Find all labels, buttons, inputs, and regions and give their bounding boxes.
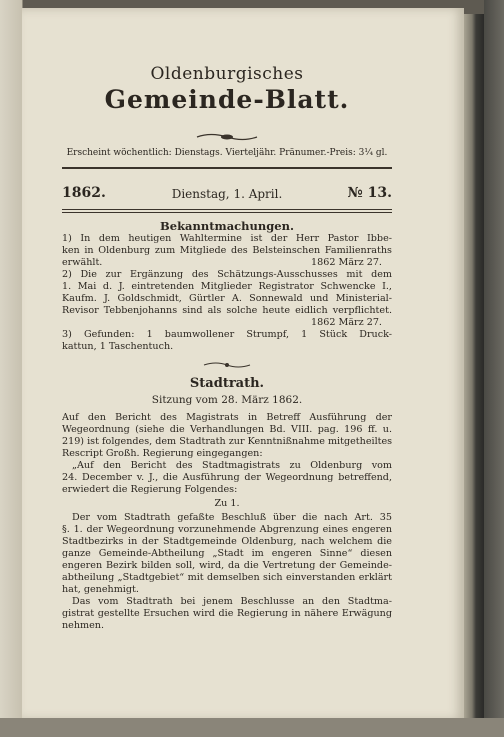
- masthead-line1: Oldenburgisches: [150, 64, 304, 84]
- subsection-label: Zu 1.: [214, 498, 240, 509]
- text-line: engeren Bezirk bilden soll, wird, da die Vertretung der Gemeinde-: [62, 560, 392, 571]
- text-line: Das vom Stadtrath bei jenem Beschlusse an den Stadtma-: [72, 596, 392, 607]
- text-line: ganze Gemeinde-Abtheilung „Stadt im engeren Sinne“ diesen: [62, 548, 392, 559]
- text-line: 219) ist folgendes, dem Stadtrath zur Kenntnißnahme mitgetheiltes: [62, 436, 392, 447]
- issue-number: № 13.: [347, 185, 392, 201]
- masthead-subline: Erscheint wöchentlich: Dienstags. Vierteljähr. Pränumer.-Preis: 3⅟₄ gl.: [66, 148, 388, 158]
- text-line: Wegeordnung (siehe die Verhandlungen Bd. VIII. pag. 196 ff. u.: [62, 424, 392, 435]
- text-line: 1) In dem heutigen Wahltermine ist der Herr Pastor Ibbe-: [62, 233, 392, 244]
- text-line: 1. Mai d. J. eintretenden Mitglieder Registrator Schwencke I.,: [62, 281, 392, 292]
- text-line: hat, genehmigt.: [62, 584, 139, 595]
- date-note: 1862 März 27.: [311, 317, 382, 328]
- text-line: erwählt.: [62, 257, 103, 268]
- dateline-rule: [62, 209, 392, 210]
- text-line: 3) Gefunden: 1 baumwollener Strumpf, 1 Stück Druck-: [62, 329, 392, 340]
- book-spine: [464, 14, 484, 720]
- text-line: Der vom Stadtrath gefaßte Beschluß über die nach Art. 35: [72, 512, 392, 523]
- text-line: „Auf den Bericht des Stadtmagistrats zu Oldenburg vom: [72, 460, 392, 471]
- text-line: abtheilung „Stadtgebiet“ mit demselben sich einverstanden erklärt: [62, 572, 392, 583]
- text-line: nehmen.: [62, 620, 105, 631]
- masthead-title: Gemeinde-Blatt.: [104, 85, 350, 114]
- issue-year: 1862.: [62, 185, 106, 201]
- section-separator-ornament: [202, 360, 252, 370]
- paper-sheet: [22, 8, 464, 720]
- text-line: §. 1. der Wegeordnung vorzunehmende Abgrenzung eines engeren: [62, 524, 392, 535]
- text-line: 24. December v. J., die Ausführung der Wegeordnung betreffend,: [62, 472, 392, 483]
- text-line: gistrat gestellte Ersuchen wird die Regierung in nähere Erwägung: [62, 608, 392, 619]
- text-line: erwiedert die Regierung Folgendes:: [62, 484, 238, 495]
- top-rule: [62, 167, 392, 169]
- dateline-rule-second: [62, 212, 392, 213]
- text-line: Stadtbezirks in der Stadtgemeinde Oldenburg, nach welchem die: [62, 536, 392, 547]
- ornament-divider: [195, 132, 259, 142]
- text-line: Revisor Tebbenjohanns sind als solche heute eidlich verpflichtet.: [62, 305, 392, 316]
- text-line: ken in Oldenburg zum Mitgliede des Belsteinschen Familienraths: [62, 245, 392, 256]
- text-line: kattun, 1 Taschentuch.: [62, 341, 174, 352]
- section-heading-bekanntmachungen: Bekanntmachungen.: [160, 219, 294, 233]
- binding-edge: [484, 0, 504, 737]
- session-date: Sitzung vom 28. März 1862.: [151, 395, 303, 406]
- text-line: 2) Die zur Ergänzung des Schätzungs-Ausschusses mit dem: [62, 269, 392, 280]
- issue-date: Dienstag, 1. April.: [171, 187, 283, 201]
- date-note: 1862 März 27.: [311, 257, 382, 268]
- facing-page-edge: [0, 0, 23, 737]
- text-line: Kaufm. J. Goldschmidt, Gürtler A. Sonnewald und Ministerial-: [62, 293, 392, 304]
- text-line: Auf den Bericht des Magistrats in Betreff Ausführung der: [62, 412, 392, 423]
- text-line: Rescript Großh. Regierung eingegangen:: [62, 448, 263, 459]
- table-surface: [0, 718, 504, 737]
- section-heading-stadtrath: Stadtrath.: [189, 376, 265, 391]
